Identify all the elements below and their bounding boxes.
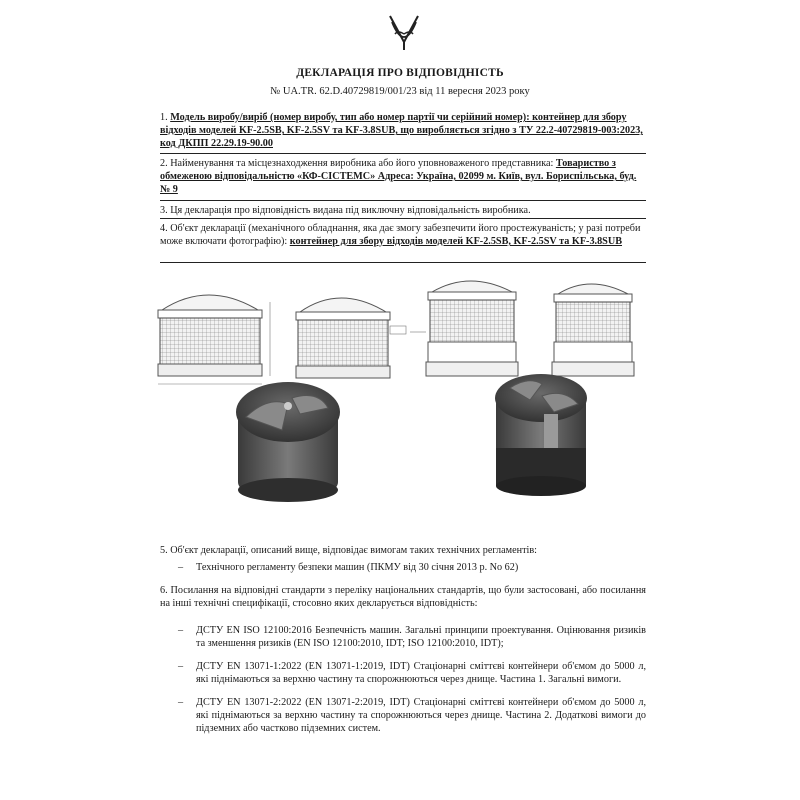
divider (160, 153, 646, 154)
section-3: 3. Ця декларація про відповідність видана під виключну відповідальність виробника. (160, 205, 531, 216)
side-view-drawing (296, 298, 406, 378)
section-1-prefix: 1. (160, 112, 171, 123)
dash: – (178, 661, 184, 672)
list-item (160, 696, 646, 738)
container-photo-left (236, 382, 340, 502)
declaration-number: № UA.TR. 62.D.40729819/001/23 від 11 вересня 2023 року (270, 86, 530, 97)
container-photo-right (495, 374, 587, 496)
divider (160, 218, 646, 219)
list-item (160, 660, 646, 688)
section-2-value: Товариство з обмеженою відповідальністю «КФ-СІСТЕМС» Адреса: Україна, 02099 м. Київ, вул. Бориспільська, буд. № 9 (160, 158, 637, 195)
divider (160, 200, 646, 201)
regulation-text: Технічного регламенту безпеки машин (ПКМУ від 30 січня 2013 р. No 62) (196, 562, 519, 573)
list-item (160, 624, 646, 652)
dash: – (178, 625, 184, 636)
underground-side-drawing (552, 284, 634, 376)
section-1-label: Модель виробу/виріб (номер виробу, тип або номер партії чи серійний номер) (170, 112, 527, 123)
dash: – (178, 697, 184, 708)
standard-text: ДСТУ EN 13071-1:2022 (EN 13071-1:2019, IDT) Стаціонарні сміттєві контейнери об'ємом до 5000 л, які піднімаються за верхню частину та спорожнюються через днище. Частина 1. Загальні вимоги. (196, 661, 646, 685)
section-2-label: 2. Найменування та місцезнаходження виробника або його уповноваженого представника: (160, 158, 556, 169)
standard-text: ДСТУ EN 13071-2:2022 (EN 13071-2:2019, IDT) Стаціонарні сміттєві контейнери об'ємом до 5000 л, які піднімаються за верхню частину та спорожнюються через днище. Частина 2. Додаткові вимоги до підземних або частково підземних систем. (196, 697, 646, 734)
divider (160, 262, 646, 263)
ua-conformity-mark-icon (386, 12, 422, 52)
section-5-heading: 5. Об'єкт декларації, описаний вище, відповідає вимогам таких технічних регламентів: (160, 545, 538, 556)
document-title: ДЕКЛАРАЦІЯ ПРО ВІДПОВІДНІСТЬ (296, 67, 504, 79)
section-1-value: : контейнер для збору відходів моделей KF-2.5SB, KF-2.5SV та KF-3.8SUB, що виробляється згідно з ТУ 22.2-40729819-003:2023, код ДКПП 22.29.19-90.00 (160, 112, 643, 149)
list-item (160, 561, 646, 575)
section-6-heading: 6. Посилання на відповідні стандарти з переліку національних стандартів, що були застосовані, або посилання на інші технічні специфікації, стосовно яких декларується відповідність: (160, 585, 646, 609)
product-illustrations (150, 272, 660, 512)
dash: – (178, 562, 184, 573)
section-4 (160, 222, 646, 248)
front-view-drawing (158, 295, 270, 384)
standard-text: ДСТУ EN ISO 12100:2016 Безпечність машин. Загальні принципи проектування. Оцінювання ризиків та зменшення ризиків (EN ISO 12100:2010, IDT; ISO 12100:2010, IDT); (196, 625, 646, 649)
section-4-label: 4. Об'єкт декларації (механічного обладнання, яка дає змогу забезпечити його простежуваність; у разі потреби може включати фотографію): (160, 223, 641, 247)
underground-front-drawing (410, 281, 518, 376)
section-4-value: контейнер для збору відходів моделей KF-2.5SB, KF-2.5SV та KF-3.8SUB (289, 236, 623, 247)
section-1 (160, 111, 646, 150)
section-2 (160, 157, 646, 196)
